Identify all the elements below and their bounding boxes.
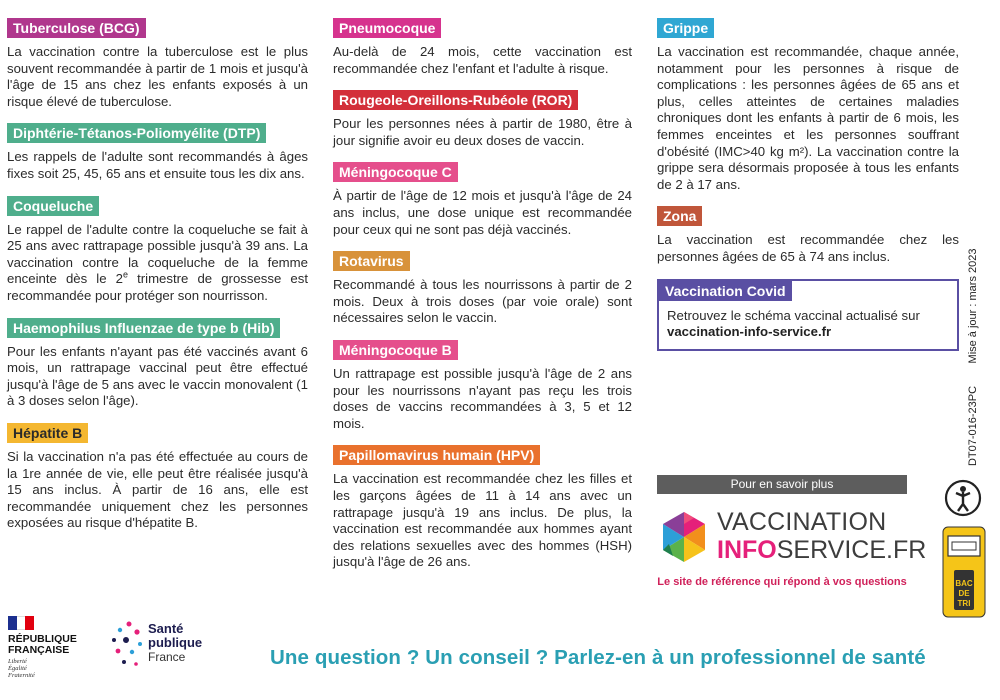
republique-francaise-logo <box>8 616 108 686</box>
covid-title: Vaccination Covid <box>659 281 792 301</box>
column-left <box>7 18 308 545</box>
update-date: Mise à jour : mars 2023 <box>967 248 979 364</box>
section-title-dtp: Diphtérie-Tétanos-Poliomyélite (DTP) <box>7 123 266 143</box>
section-text-meningocoque-b: Un rattrapage est possible jusqu'à l'âge de 2 ans pour les nourrissons n'ayant pas reçu les trois doses de vaccins recommandées à 3, 5 et 12 mois. <box>333 365 632 431</box>
covid-box <box>657 279 959 351</box>
vis-logo-line1: VACCINATION <box>717 508 887 536</box>
section-text-hib: Pour les enfants n'ayant pas été vaccinés avant 6 mois, un rattrapage vaccinal peut être effectué jusqu'à l'âge de 5 ans avec le vaccin monovalent (1 à 3 doses selon l'âge). <box>7 343 308 409</box>
section-text-tuberculose: La vaccination contre la tuberculose est le plus souvent recommandée à partir de 1 mois et jusqu'à l'âge de 15 ans chez les enfants exposés à un risque élevé de tuberculose. <box>7 44 308 109</box>
section-text-dtp: Les rappels de l'adulte sont recommandés à âges fixes soit 25, 45, 65 ans et ensuite tous les dix ans. <box>7 149 308 181</box>
side-margin <box>960 220 990 467</box>
section-text-grippe: La vaccination est recommandée, chaque année, notamment pour les personnes à risque de complications : les personnes âgées de 65 ans et plus, celles atteintes de certaines maladies chroniques dont les enfants à partir de 6 mois, les femmes enceintes et les personnes souffrant d'obésité (IMC>40 kg m²). La vaccination contre la grippe sera désormais proposée à tous les enfants de 2 à 17 ans. <box>657 44 959 192</box>
rf-motto-egalite: Égalité <box>8 665 27 672</box>
vis-logo-service: SERVICE.FR <box>776 536 927 564</box>
section-text-pneumocoque: Au-delà de 24 mois, cette vaccination est recommandée chez l'enfant et l'adulte à risque. <box>333 44 632 76</box>
covid-site-link[interactable]: vaccination-info-service.fr <box>667 324 832 340</box>
section-text-coqueluche <box>7 222 308 305</box>
section-title-meningocoque-b: Méningocoque B <box>333 340 458 360</box>
svg-text:DE: DE <box>958 589 970 598</box>
rf-line2: FRANÇAISE <box>8 644 70 656</box>
section-text-hpv: La vaccination est recommandée chez les filles et les garçons âgées de 11 à 14 ans avec un rattrapage jusqu'à 19 ans inclus. De plus, la vaccination est recommandée aux hommes ayant des relations sexuelles avec des hommes (HSH) jusqu'à l'âge de 26 ans. <box>333 471 632 570</box>
section-hepatite-b <box>7 423 308 532</box>
rf-motto-liberte: Liberté <box>8 658 27 665</box>
section-title-tuberculose: Tuberculose (BCG) <box>7 18 146 38</box>
sante-publique-dots-icon <box>110 620 148 672</box>
section-text-rotavirus: Recommandé à tous les nourrissons à partir de 2 mois. Deux à trois doses (par voie orale) sont nécessaires selon le vaccin. <box>333 277 632 326</box>
section-grippe <box>657 18 959 193</box>
section-title-coqueluche: Coqueluche <box>7 196 99 216</box>
section-coqueluche <box>7 196 308 305</box>
document-reference: DT07-016-23PC <box>967 385 979 467</box>
section-title-ror: Rougeole-Oreillons-Rubéole (ROR) <box>333 90 578 110</box>
section-title-rotavirus: Rotavirus <box>333 251 410 271</box>
covid-text <box>659 301 957 349</box>
question-banner: Une question ? Un conseil ? Parlez-en à un professionnel de santé <box>270 646 926 669</box>
section-text-zona: La vaccination est recommandée chez les personnes âgées de 65 à 74 ans inclus. <box>657 232 959 264</box>
bac-de-tri-icon <box>942 526 986 618</box>
svg-text:TRI: TRI <box>957 599 971 608</box>
coqueluche-text-part1: Le rappel de l'adulte contre la coqueluche se fait à 25 ans avec rattrapage possible jusqu'à 39 ans. La vaccination contre la coqueluche de la femme enceinte dès le 2 <box>7 221 308 287</box>
sp-line1: Santé <box>148 621 184 636</box>
section-dtp <box>7 123 308 182</box>
section-title-hepatite-b: Hépatite B <box>7 423 88 443</box>
section-title-pneumocoque: Pneumocoque <box>333 18 441 38</box>
section-meningocoque-c <box>333 162 632 238</box>
rf-motto-fraternite: Fraternité <box>8 672 35 679</box>
column-middle <box>333 18 632 584</box>
french-flag-icon <box>8 616 34 630</box>
section-title-meningocoque-c: Méningocoque C <box>333 162 458 182</box>
section-title-zona: Zona <box>657 206 702 226</box>
coqueluche-text-part2: trimestre de grossesse est recommandée pour protéger son nourrisson. <box>7 271 308 303</box>
sante-publique-france-logo <box>110 620 230 680</box>
section-meningocoque-b <box>333 340 632 432</box>
section-pneumocoque <box>333 18 632 77</box>
section-hib <box>7 318 308 410</box>
section-zona <box>657 206 959 265</box>
section-title-grippe: Grippe <box>657 18 714 38</box>
section-hpv <box>333 445 632 571</box>
vis-logo-line2 <box>717 536 926 564</box>
section-title-hpv: Papillomavirus humain (HPV) <box>333 445 540 465</box>
vaccination-info-service-logo[interactable] <box>657 506 927 568</box>
section-text-ror: Pour les personnes nées à partir de 1980, être à jour signifie avoir eu deux doses de vaccin. <box>333 116 632 148</box>
section-tuberculose <box>7 18 308 110</box>
sp-line3: France <box>148 650 186 664</box>
covid-description: Retrouvez le schéma vaccinal actualisé sur <box>667 307 920 323</box>
section-title-hib: Haemophilus Influenzae de type b (Hib) <box>7 318 280 338</box>
sp-line2: publique <box>148 635 203 650</box>
svg-text:BAC: BAC <box>955 579 973 588</box>
triman-recycling-icon <box>941 478 985 518</box>
vis-mosaic-icon <box>657 510 711 564</box>
section-ror <box>333 90 632 149</box>
section-rotavirus <box>333 251 632 327</box>
sante-publique-text <box>148 622 202 664</box>
vis-logo-info: INFO <box>717 536 777 564</box>
savoir-plus-banner: Pour en savoir plus <box>657 475 907 494</box>
coqueluche-superscript: e <box>122 269 128 280</box>
section-text-meningocoque-c: À partir de l'âge de 12 mois et jusqu'à l'âge de 24 ans inclus, une dose unique est recommandée pour ceux qui ne sont pas déjà vaccinés. <box>333 188 632 237</box>
vis-tagline: Le site de référence qui répond à vos questions <box>657 576 907 588</box>
column-right <box>657 18 959 351</box>
rf-motto <box>8 658 108 679</box>
section-text-hepatite-b: Si la vaccination n'a pas été effectuée au cours de la 1re année de vie, elle peut être réalisée jusqu'à 15 ans inclus. À partir de 16 ans, elle est recommandée uniquement chez les personnes exposées au risque d'hépatite B. <box>7 448 308 531</box>
rf-line1: RÉPUBLIQUE <box>8 633 77 645</box>
